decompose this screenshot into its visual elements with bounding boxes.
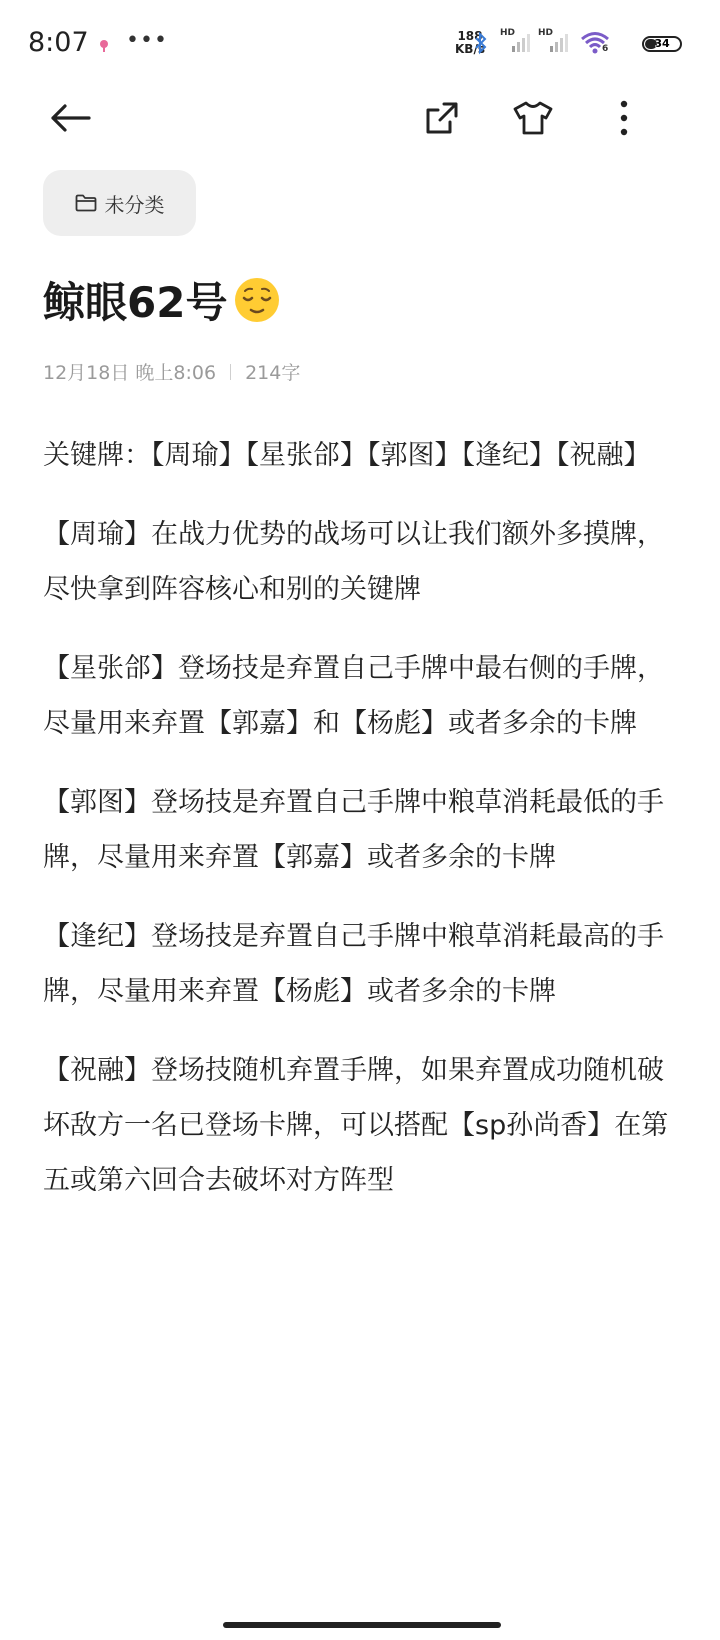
top-toolbar [0, 80, 720, 160]
note-paragraph: 【星张郃】登场技是弃置自己手牌中最右侧的手牌，尽量用来弃置【郭嘉】和【杨彪】或者多余的卡牌 [43, 653, 664, 739]
note-title-text: 鲸眼62号 [43, 278, 228, 327]
network-speed-value: 188 [457, 29, 483, 43]
more-dots-icon: ••• [126, 28, 168, 53]
share-button[interactable] [412, 88, 472, 148]
theme-shirt-icon [513, 100, 553, 136]
battery-level: 34 [654, 37, 670, 50]
battery-icon [642, 36, 682, 52]
signal-icon [538, 28, 572, 54]
theme-button[interactable] [503, 88, 563, 148]
signal-label: HD [538, 28, 554, 38]
back-button[interactable] [40, 88, 100, 148]
more-vertical-icon [619, 100, 629, 136]
folder-label: 未分类 [104, 192, 165, 217]
note-meta [43, 358, 300, 385]
bluetooth-icon [474, 31, 488, 59]
wifi-badge: 6 [602, 44, 609, 54]
more-button[interactable] [594, 88, 654, 148]
word-count: 214字 [245, 362, 301, 384]
notification-dot-icon [98, 38, 110, 52]
home-indicator[interactable] [223, 1622, 501, 1628]
note-paragraph: 关键牌：【周瑜】【星张郃】【郭图】【逢纪】【祝融】 [43, 440, 651, 471]
signal-label: HD [500, 28, 516, 38]
note-date: 12月18日 晚上8:06 [43, 362, 217, 384]
meta-divider [230, 364, 231, 380]
back-arrow-icon [49, 103, 91, 133]
folder-icon [75, 194, 97, 212]
note-paragraph: 【逢纪】登场技是弃置自己手牌中粮草消耗最高的手牌，尽量用来弃置【杨彪】或者多余的卡牌 [43, 921, 664, 1007]
status-bar [0, 0, 720, 90]
note-title[interactable] [43, 270, 281, 330]
share-icon [424, 100, 460, 136]
relieved-face-icon [233, 276, 281, 324]
status-time: 8:07 [28, 27, 89, 58]
network-speed-unit: KB/s [455, 42, 485, 56]
note-body[interactable] [43, 428, 679, 1232]
wifi-icon [580, 30, 610, 58]
note-paragraph: 【郭图】登场技是弃置自己手牌中粮草消耗最低的手牌，尽量用来弃置【郭嘉】或者多余的卡牌 [43, 787, 664, 873]
signal-icon [500, 28, 534, 54]
folder-chip[interactable] [43, 170, 196, 236]
note-paragraph: 【周瑜】在战力优势的战场可以让我们额外多摸牌，尽快拿到阵容核心和别的关键牌 [43, 519, 664, 605]
note-paragraph: 【祝融】登场技随机弃置手牌，如果弃置成功随机破坏敌方一名已登场卡牌，可以搭配【sp孙尚香】在第五或第六回合去破坏对方阵型 [43, 1055, 669, 1196]
